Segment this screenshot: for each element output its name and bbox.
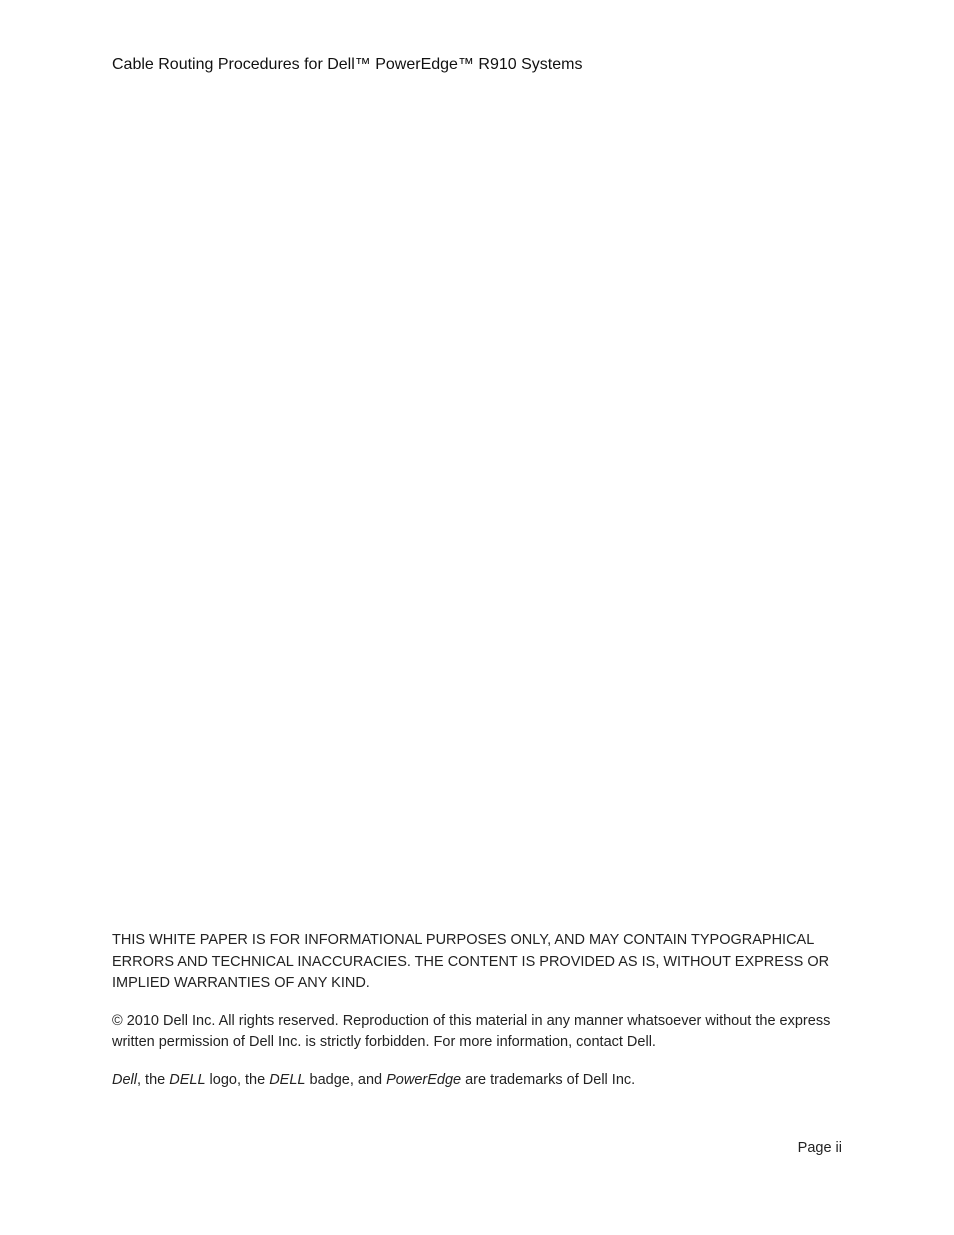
trademark-dell-logo: DELL: [169, 1071, 206, 1088]
page-number: Page ii: [797, 1140, 842, 1156]
trademark-poweredge: PowerEdge: [386, 1071, 462, 1088]
disclaimer-paragraph: THIS WHITE PAPER IS FOR INFORMATIONAL PURPOSES ONLY, AND MAY CONTAIN TYPOGRAPHICAL ERRORS AND TECHNICAL INACCURACIES. THE CONTENT IS PROVIDED AS IS, WITHOUT EXPRESS OR IMPLIED WARRANTIES OF ANY KIND.: [112, 932, 830, 991]
legal-notice: [112, 930, 847, 1107]
copyright-paragraph: © 2010 Dell Inc. All rights reserved. Reproduction of this material in any manner whatsoever without the express written permission of Dell Inc. is strictly forbidden. For more information, contact Dell.: [112, 1012, 831, 1050]
trademark-dell: Dell: [112, 1071, 137, 1088]
trademark-paragraph: Dell, the DELL logo, the DELL badge, and PowerEdge are trademarks of Dell Inc.: [112, 1071, 636, 1088]
trademark-dell-badge: DELL: [269, 1071, 306, 1088]
document-header-title: Cable Routing Procedures for Dell™ PowerEdge™ R910 Systems: [112, 56, 583, 73]
